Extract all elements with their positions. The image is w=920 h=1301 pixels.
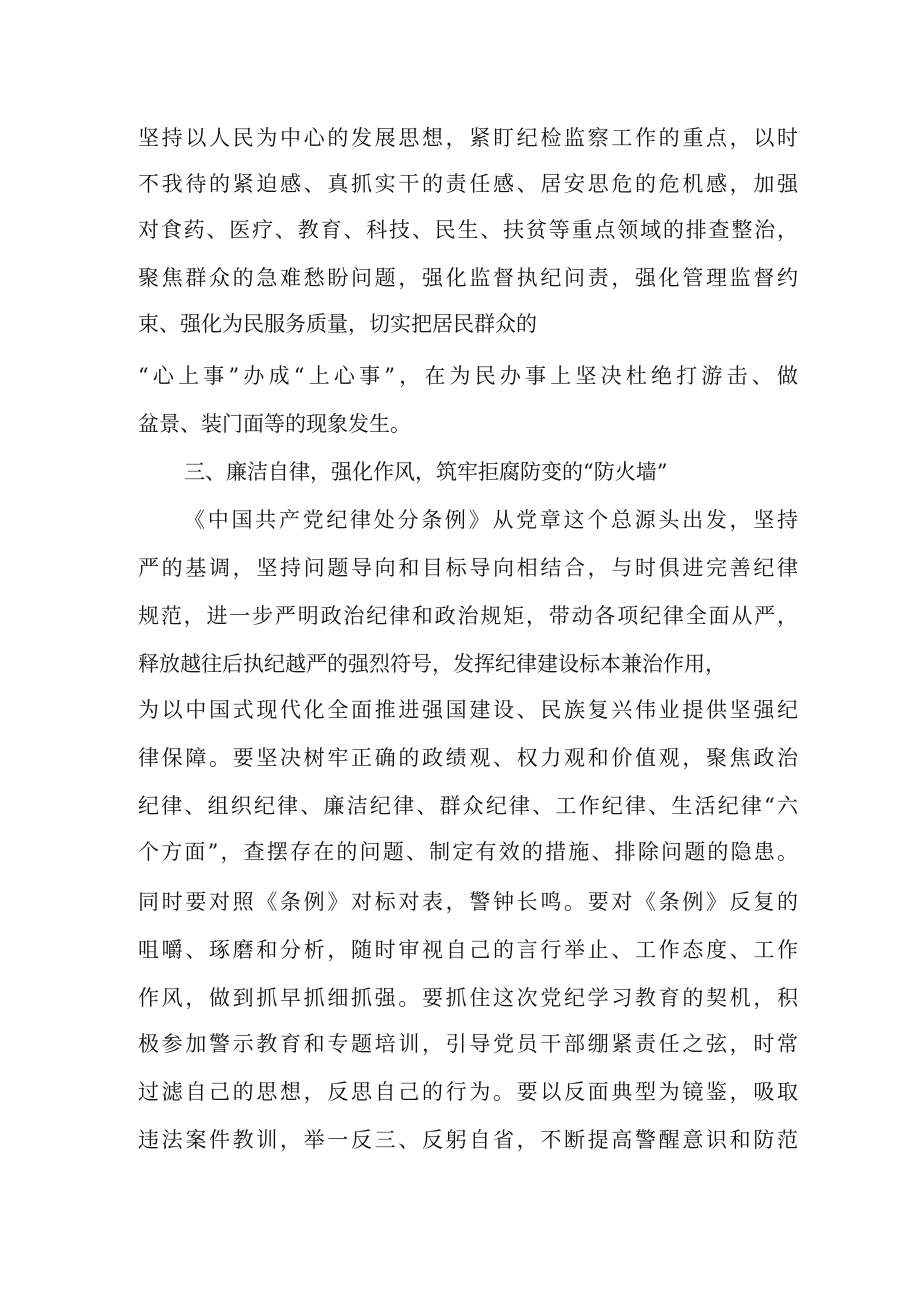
text-line: 释放越往后执纪越严的强烈符号，发挥纪律建设标本兼治作用，	[138, 652, 726, 676]
text-line: 个方面”，查摆存在的问题、制定有效的措施、排除问题的隐患。	[138, 840, 798, 864]
text-line: 坚持以人民为中心的发展思想，紧盯纪检监察工作的重点，以时	[138, 126, 798, 150]
section-heading: 三、廉洁自律，强化作风，筑牢拒腐防变的“防火墙”	[184, 460, 668, 484]
text-line: 对食药、医疗、教育、科技、民生、扶贫等重点领域的排查整治，	[138, 218, 798, 242]
text-line: 同时要对照《条例》对标对表，警钟长鸣。要对《条例》反复的	[138, 890, 798, 914]
text-line: 律保障。要坚决树牢正确的政绩观、权力观和价值观，聚焦政治	[138, 746, 798, 770]
text-line: 咀嚼、琢磨和分析，随时审视自己的言行举止、工作态度、工作	[138, 938, 798, 962]
paragraph-first-line: 《中国共产党纪律处分条例》从党章这个总源头出发，坚持	[184, 508, 798, 532]
text-line: “心上事”办成“上心事”，在为民办事上坚决杜绝打游击、做	[138, 364, 798, 388]
text-line: 违法案件教训，举一反三、反躬自省，不断提高警醒意识和防范	[138, 1128, 798, 1152]
text-line: 过滤自己的思想，反思自己的行为。要以反面典型为镜鉴，吸取	[138, 1080, 798, 1104]
text-line: 聚焦群众的急难愁盼问题，强化监督执纪问责，强化管理监督约	[138, 266, 798, 290]
text-line: 极参加警示教育和专题培训，引导党员干部绷紧责任之弦，时常	[138, 1032, 798, 1056]
text-line: 盆景、装门面等的现象发生。	[138, 412, 411, 436]
text-line: 为以中国式现代化全面推进强国建设、民族复兴伟业提供坚强纪	[138, 698, 798, 722]
text-line: 不我待的紧迫感、真抓实干的责任感、居安思危的危机感，加强	[138, 172, 798, 196]
text-line: 严的基调，坚持问题导向和目标导向相结合，与时俱进完善纪律	[138, 556, 798, 580]
text-line: 作风，做到抓早抓细抓强。要抓住这次党纪学习教育的契机，积	[138, 986, 798, 1010]
text-line: 纪律、组织纪律、廉洁纪律、群众纪律、工作纪律、生活纪律“六	[138, 794, 798, 818]
text-line: 束、强化为民服务质量，切实把居民群众的	[138, 312, 537, 336]
text-line: 规范，进一步严明政治纪律和政治规矩，带动各项纪律全面从严，	[138, 604, 798, 628]
